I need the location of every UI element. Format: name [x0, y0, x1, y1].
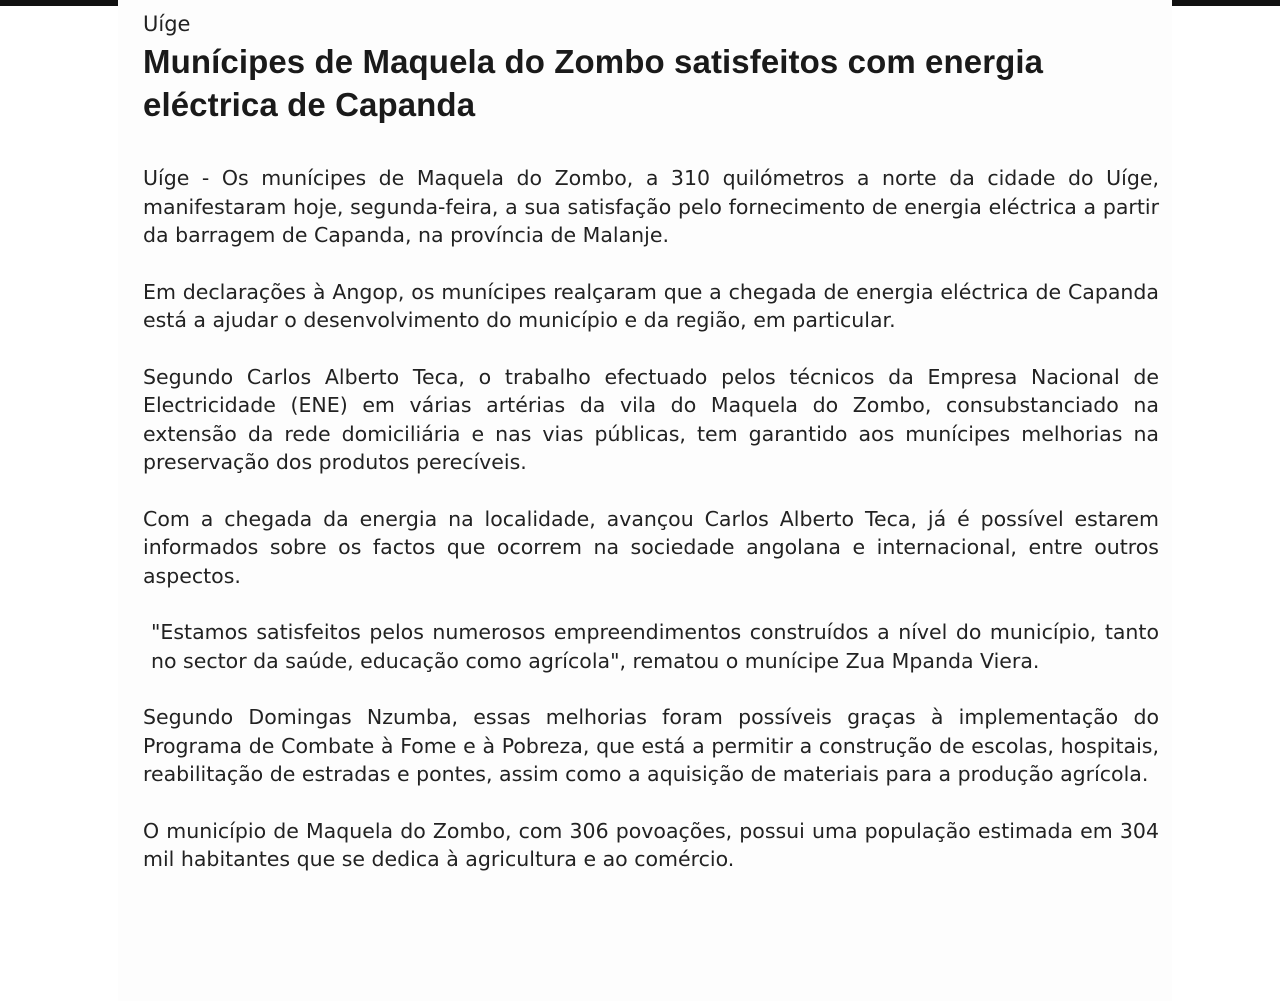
- news-article: [143, 10, 1159, 902]
- article-paragraph: Em declarações à Angop, os munícipes realçaram que a chegada de energia eléctrica de Capanda está a ajudar o desenvolvimento do município e da região, em particular.: [143, 279, 1159, 332]
- section-label: Uíge: [143, 12, 191, 36]
- article-headline: Munícipes de Maquela do Zombo satisfeitos com energia eléctrica de Capanda: [143, 43, 1044, 123]
- article-paragraph: Segundo Domingas Nzumba, essas melhorias foram possíveis graças à implementação do Programa de Combate à Fome e à Pobreza, que está a permitir a construção de escolas, hospitais, reabilitação de estradas e pontes, assim como a aquisição de materiais para a produção agrícola.: [143, 705, 1159, 786]
- article-body: [143, 164, 1159, 874]
- article-paragraph: Uíge - Os munícipes de Maquela do Zombo, a 310 quilómetros a norte da cidade do Uíge, manifestaram hoje, segunda-feira, a sua satisfação pelo fornecimento de energia eléctrica a partir da barragem de Capanda, na província de Malanje.: [143, 166, 1159, 247]
- article-paragraph: O município de Maquela do Zombo, com 306 povoações, possui uma população estimada em 304 mil habitantes que se dedica à agricultura e ao comércio.: [143, 818, 1159, 871]
- article-quote-paragraph: "Estamos satisfeitos pelos numerosos empreendimentos construídos a nível do município, tanto no sector da saúde, educação como agrícola", rematou o munícipe Zua Mpanda Viera.: [151, 620, 1159, 673]
- scan-edge-right: [1172, 0, 1280, 6]
- article-paragraph: Com a chegada da energia na localidade, avançou Carlos Alberto Teca, já é possível estarem informados sobre os factos que ocorrem na sociedade angolana e internacional, entre outros aspectos.: [143, 506, 1159, 588]
- scan-edge-left: [0, 0, 118, 6]
- article-paragraph: Segundo Carlos Alberto Teca, o trabalho efectuado pelos técnicos da Empresa Nacional de Electricidade (ENE) em várias artérias da vila do Maquela do Zombo, consubstanciado na extensão da rede domiciliária e nas vias públicas, tem garantido aos munícipes melhorias na preservação dos produtos perecíveis.: [143, 364, 1159, 474]
